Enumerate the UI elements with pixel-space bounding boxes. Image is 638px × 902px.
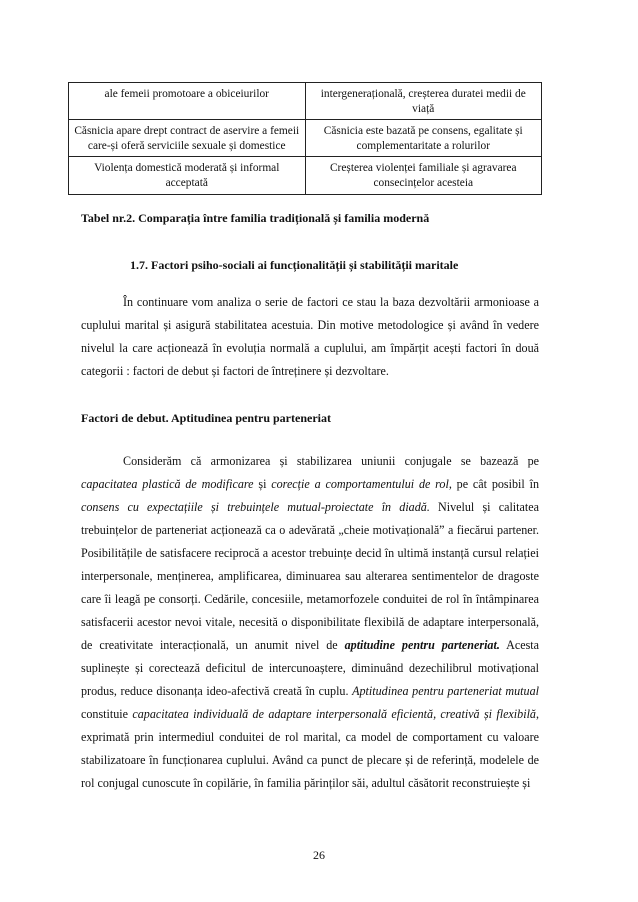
table-cell: Creșterea violenței familiale și agravarea consecințelor acesteia bbox=[305, 157, 542, 194]
table-cell: Căsnicia apare drept contract de aservire a femeii care-și oferă serviciile sexuale și domestice bbox=[69, 120, 306, 157]
paragraph-aptitude bbox=[81, 450, 539, 795]
italic-run: capacitatea plastică de modificare bbox=[81, 477, 254, 491]
table-cell: ale femeii promotoare a obiceiurilor bbox=[69, 83, 306, 120]
table-caption: Tabel nr.2. Comparația între familia tradițională și familia modernă bbox=[81, 211, 430, 225]
text-run: , pe cât posibil în bbox=[448, 477, 539, 491]
italic-run: capacitatea individuală de adaptare interpersonală eficientă, creativă și flexibilă bbox=[132, 707, 536, 721]
section-title: 1.7. Factori psiho-sociali ai funcționalității și stabilității maritale bbox=[130, 258, 459, 272]
text-run: Nivelul și calitatea trebuințelor de parteneriat acționează ca o adevărată „cheie motivațională” a fiecărui partener. Posibilitățile de satisfacere reciprocă a acestor trebuințe decid în ultimă instanță cursul relației interpersonale, menținerea, amplificarea, diminuarea sau alterarea sentimentelor de dragoste care îi leagă pe consorți. Cedările, concesiile, metamorfozele conduitei de rol în întâmpinarea satisfacerii acestor nevoi vitale, necesită o disponibilitate flexibilă de adaptare interpersonală, de creativitate interacțională, un anumit nivel de bbox=[81, 500, 539, 652]
page-number: 26 bbox=[313, 848, 325, 862]
table-cell: Căsnicia este bazată pe consens, egalitate și complementaritate a rolurilor bbox=[305, 120, 542, 157]
italic-run: Aptitudinea pentru parteneriat mutual bbox=[352, 684, 539, 698]
subheading: Factori de debut. Aptitudinea pentru parteneriat bbox=[81, 411, 331, 425]
italic-run: consens cu expectațiile și trebuințele mutual-proiectate în diadă. bbox=[81, 500, 430, 514]
table-row bbox=[69, 157, 542, 194]
bold-italic-run: aptitudine pentru parteneriat. bbox=[344, 638, 500, 652]
table-cell: Violența domestică moderată și informal acceptată bbox=[69, 157, 306, 194]
paragraph-intro bbox=[81, 291, 539, 383]
table-row bbox=[69, 83, 542, 120]
text-run: , exprimată prin intermediul conduitei de rol marital, ca model de comportament cu valoare stabilizatoare în funcționarea cuplului. Având ca punct de plecare și de referință, modelele de rol conjugal cunoscute în copilărie, în familia părinților săi, adultul căsătorit reconstruiește și bbox=[81, 707, 540, 790]
text-run: Considerăm că armonizarea și stabilizarea uniunii conjugale se bazează pe bbox=[123, 454, 539, 468]
text-run: și bbox=[253, 477, 272, 491]
italic-run: corecție a comportamentului de rol bbox=[271, 477, 449, 491]
text-run: constituie bbox=[81, 707, 133, 721]
paragraph-text: În continuare vom analiza o serie de factori ce stau la baza dezvoltării armonioase a cuplului marital și asigură stabilitatea acestuia. Din motive metodologice și având în vedere nivelul la care acționează în evoluția normală a cuplului, am împărțit acești factori în două categorii : factori de debut și factori de întreținere și dezvoltare. bbox=[81, 295, 539, 378]
table-cell: intergenerațională, creșterea duratei medii de viață bbox=[305, 83, 542, 120]
comparison-table bbox=[68, 82, 542, 195]
table-row bbox=[69, 120, 542, 157]
text-run: Acesta suplinește și corectează deficitul de intercunoaștere, diminuând dezechilibrul motivațional produs, reduce disonanța ideo-afectivă creată în cuplu. bbox=[81, 638, 540, 698]
